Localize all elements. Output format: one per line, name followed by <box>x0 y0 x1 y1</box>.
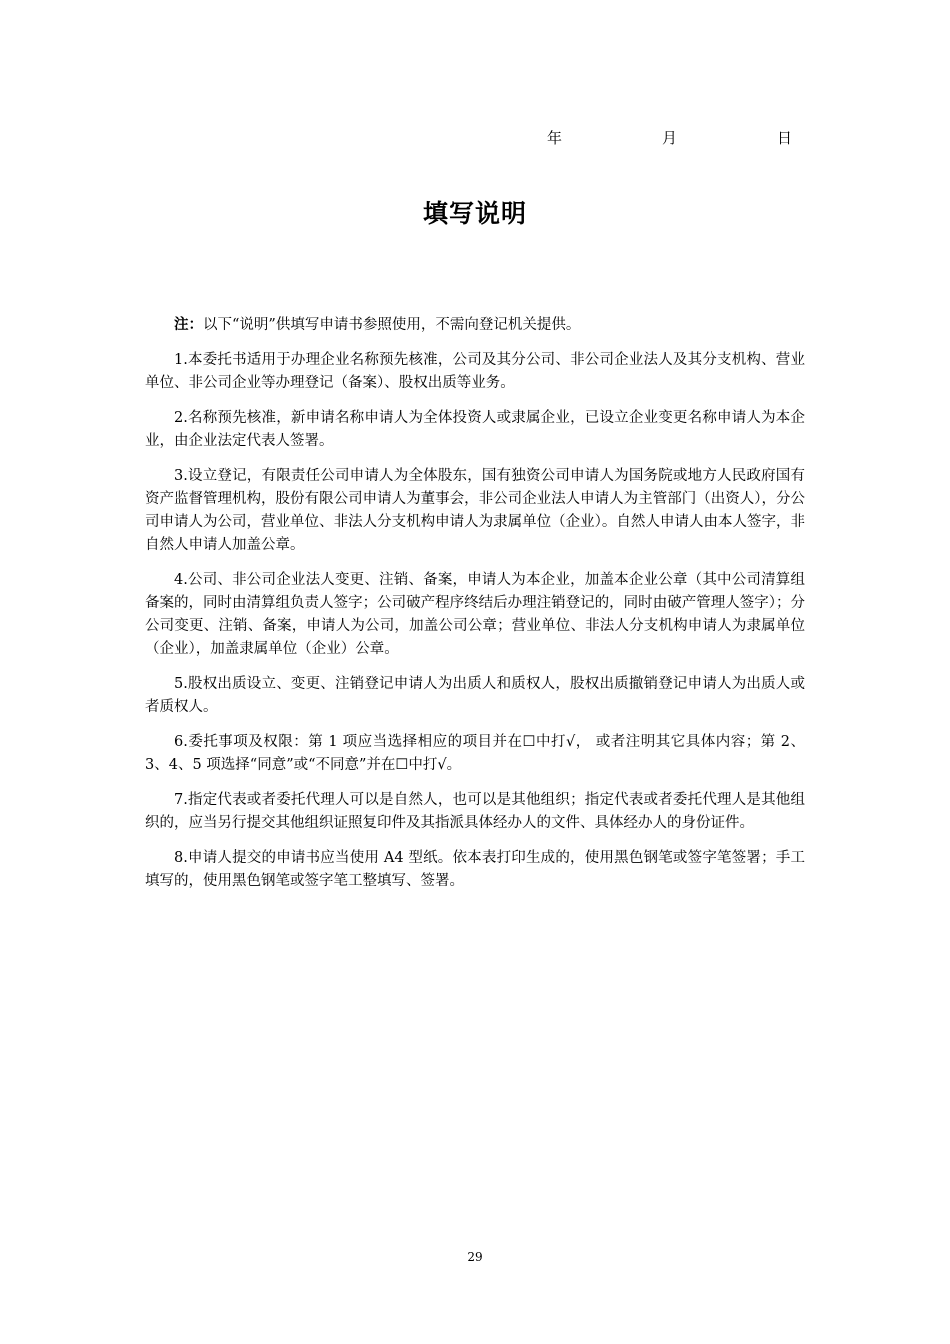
instruction-item-4: 4.公司、非公司企业法人变更、注销、备案，申请人为本企业，加盖本企业公章（其中公司清算组备案的，同时由清算组负责人签字；公司破产程序终结后办理注销登记的，同时由破产管理人签字）；分公司变更、注销、备案，申请人为公司，加盖公司公章；营业单位、非法人分支机构申请人为隶属单位（企业），加盖隶属单位（企业）公章。 <box>145 572 805 657</box>
instruction-item-1: 1.本委托书适用于办理企业名称预先核准，公司及其分公司、非公司企业法人及其分支机构、营业单位、非公司企业等办理登记（备案）、股权出质等业务。 <box>145 352 805 391</box>
instruction-item-7: 7.指定代表或者委托代理人可以是自然人，也可以是其他组织；指定代表或者委托代理人是其他组织的，应当另行提交其他组织证照复印件及其指派具体经办人的文件、具体经办人的身份证件。 <box>145 792 805 831</box>
instruction-item-5: 5.股权出质设立、变更、注销登记申请人为出质人和质权人，股权出质撤销登记申请人为出质人或者质权人。 <box>145 676 805 715</box>
page-title: 填写说明 <box>422 199 527 228</box>
note-text: 以下“说明”供填写申请书参照使用，不需向登记机关提供。 <box>203 317 581 333</box>
note-label: 注： <box>174 317 203 333</box>
instructions-body <box>145 314 805 905</box>
date-month-label: 月 <box>662 129 678 147</box>
instruction-item-8: 8.申请人提交的申请书应当使用 A4 型纸。依本表打印生成的，使用黑色钢笔或签字笔签署；手工填写的，使用黑色钢笔或签字笔工整填写、签署。 <box>145 850 805 889</box>
instruction-item-3: 3.设立登记，有限责任公司申请人为全体股东，国有独资公司申请人为国务院或地方人民政府国有资产监督管理机构，股份有限公司申请人为董事会，非公司企业法人申请人为主管部门（出资人），分公司申请人为公司，营业单位、非法人分支机构申请人为隶属单位（企业）。自然人申请人由本人签字，非自然人申请人加盖公章。 <box>145 468 805 553</box>
date-day-label: 日 <box>777 129 793 147</box>
date-line <box>0 127 950 147</box>
instruction-item-6: 6.委托事项及权限：第 1 项应当选择相应的项目并在☐中打√， 或者注明其它具体内容；第 2、3、4、5 项选择“同意”或“不同意”并在☐中打√。 <box>145 734 805 773</box>
page-number: 29 <box>467 1250 483 1264</box>
note-paragraph <box>145 314 805 337</box>
instruction-item-2: 2.名称预先核准，新申请名称申请人为全体投资人或隶属企业，已设立企业变更名称申请人为本企业，由企业法定代表人签署。 <box>145 410 805 449</box>
date-year-label: 年 <box>547 129 563 147</box>
